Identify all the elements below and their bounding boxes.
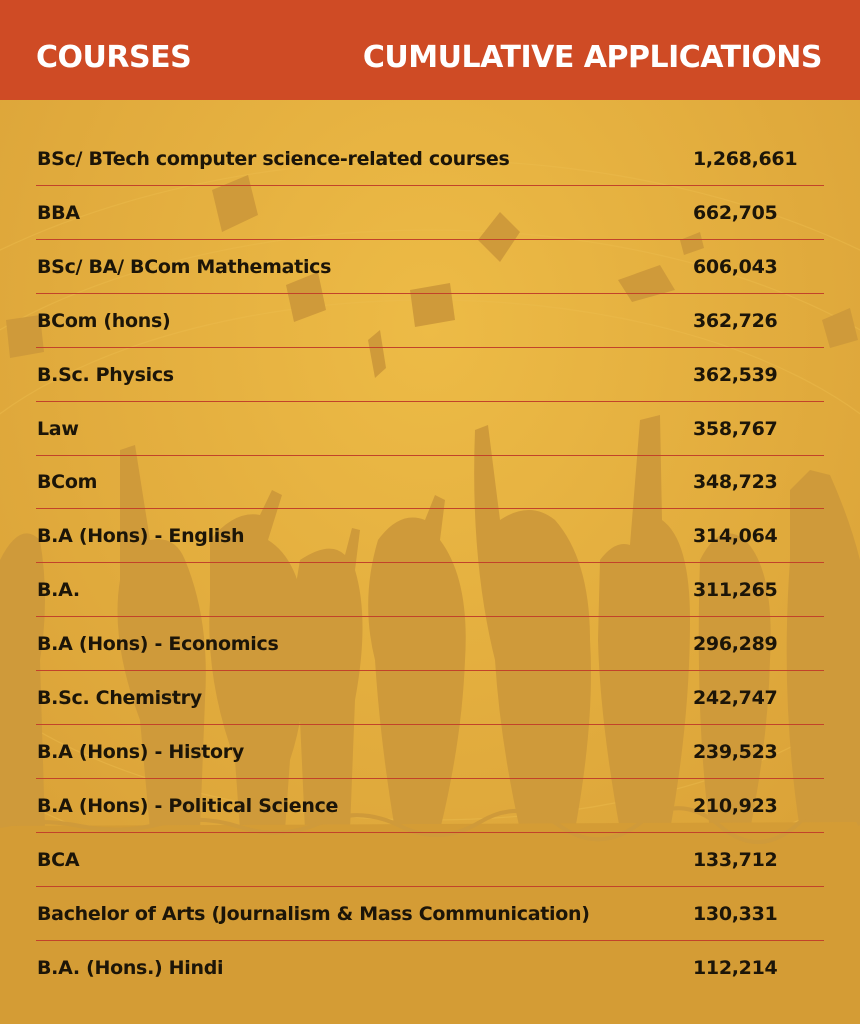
course-name: B.Sc. Physics [37,363,174,386]
table-row [0,563,860,617]
course-name: BSc/ BA/ BCom Mathematics [37,255,332,278]
table-row [0,455,860,509]
course-name: BCom (hons) [37,309,171,332]
table-row [0,509,860,563]
applications-count: 311,265 [693,579,778,602]
course-name: B.A (Hons) - English [37,525,245,548]
course-name: BSc/ BTech computer science-related courses [37,148,510,170]
course-name: BBA [37,201,80,224]
course-name: B.Sc. Chemistry [37,687,202,709]
applications-count: 133,712 [693,848,778,871]
table-row [0,617,860,671]
applications-count: 314,064 [693,525,778,548]
applications-count: 348,723 [693,471,778,494]
table-row [0,402,860,456]
applications-count: 239,523 [693,740,778,763]
applications-count: 242,747 [693,687,778,709]
table-row [0,186,860,240]
course-name: B.A (Hons) - Political Science [37,794,339,817]
applications-count: 130,331 [693,902,778,925]
table-row [0,671,860,725]
table-row [0,725,860,779]
table-row [0,132,860,186]
table-row [0,294,860,348]
applications-count: 296,289 [693,633,778,656]
table-row [0,240,860,294]
course-name: B.A (Hons) - History [37,740,244,763]
applications-column-header: CUMULATIVE APPLICATIONS [362,40,822,75]
applications-count: 1,268,661 [693,148,798,170]
table-row [0,779,860,833]
table-row [0,941,860,995]
applications-count: 358,767 [693,417,778,440]
applications-count: 362,539 [693,363,778,386]
applications-count: 112,214 [693,956,778,979]
courses-column-header: COURSES [36,40,192,75]
applications-count: 606,043 [693,255,778,278]
course-name: BCom [37,471,98,494]
table-header [0,0,860,100]
course-name: BCA [37,848,80,871]
course-name: B.A (Hons) - Economics [37,633,279,656]
course-name: B.A. (Hons.) Hindi [37,956,224,979]
table-row [0,348,860,402]
course-name: Bachelor of Arts (Journalism & Mass Communication) [37,902,590,925]
table-row [0,887,860,941]
course-name: B.A. [37,579,80,602]
applications-count: 662,705 [693,201,778,224]
table-row [0,833,860,887]
applications-count: 210,923 [693,794,778,817]
course-name: Law [37,417,79,440]
applications-count: 362,726 [693,309,778,332]
